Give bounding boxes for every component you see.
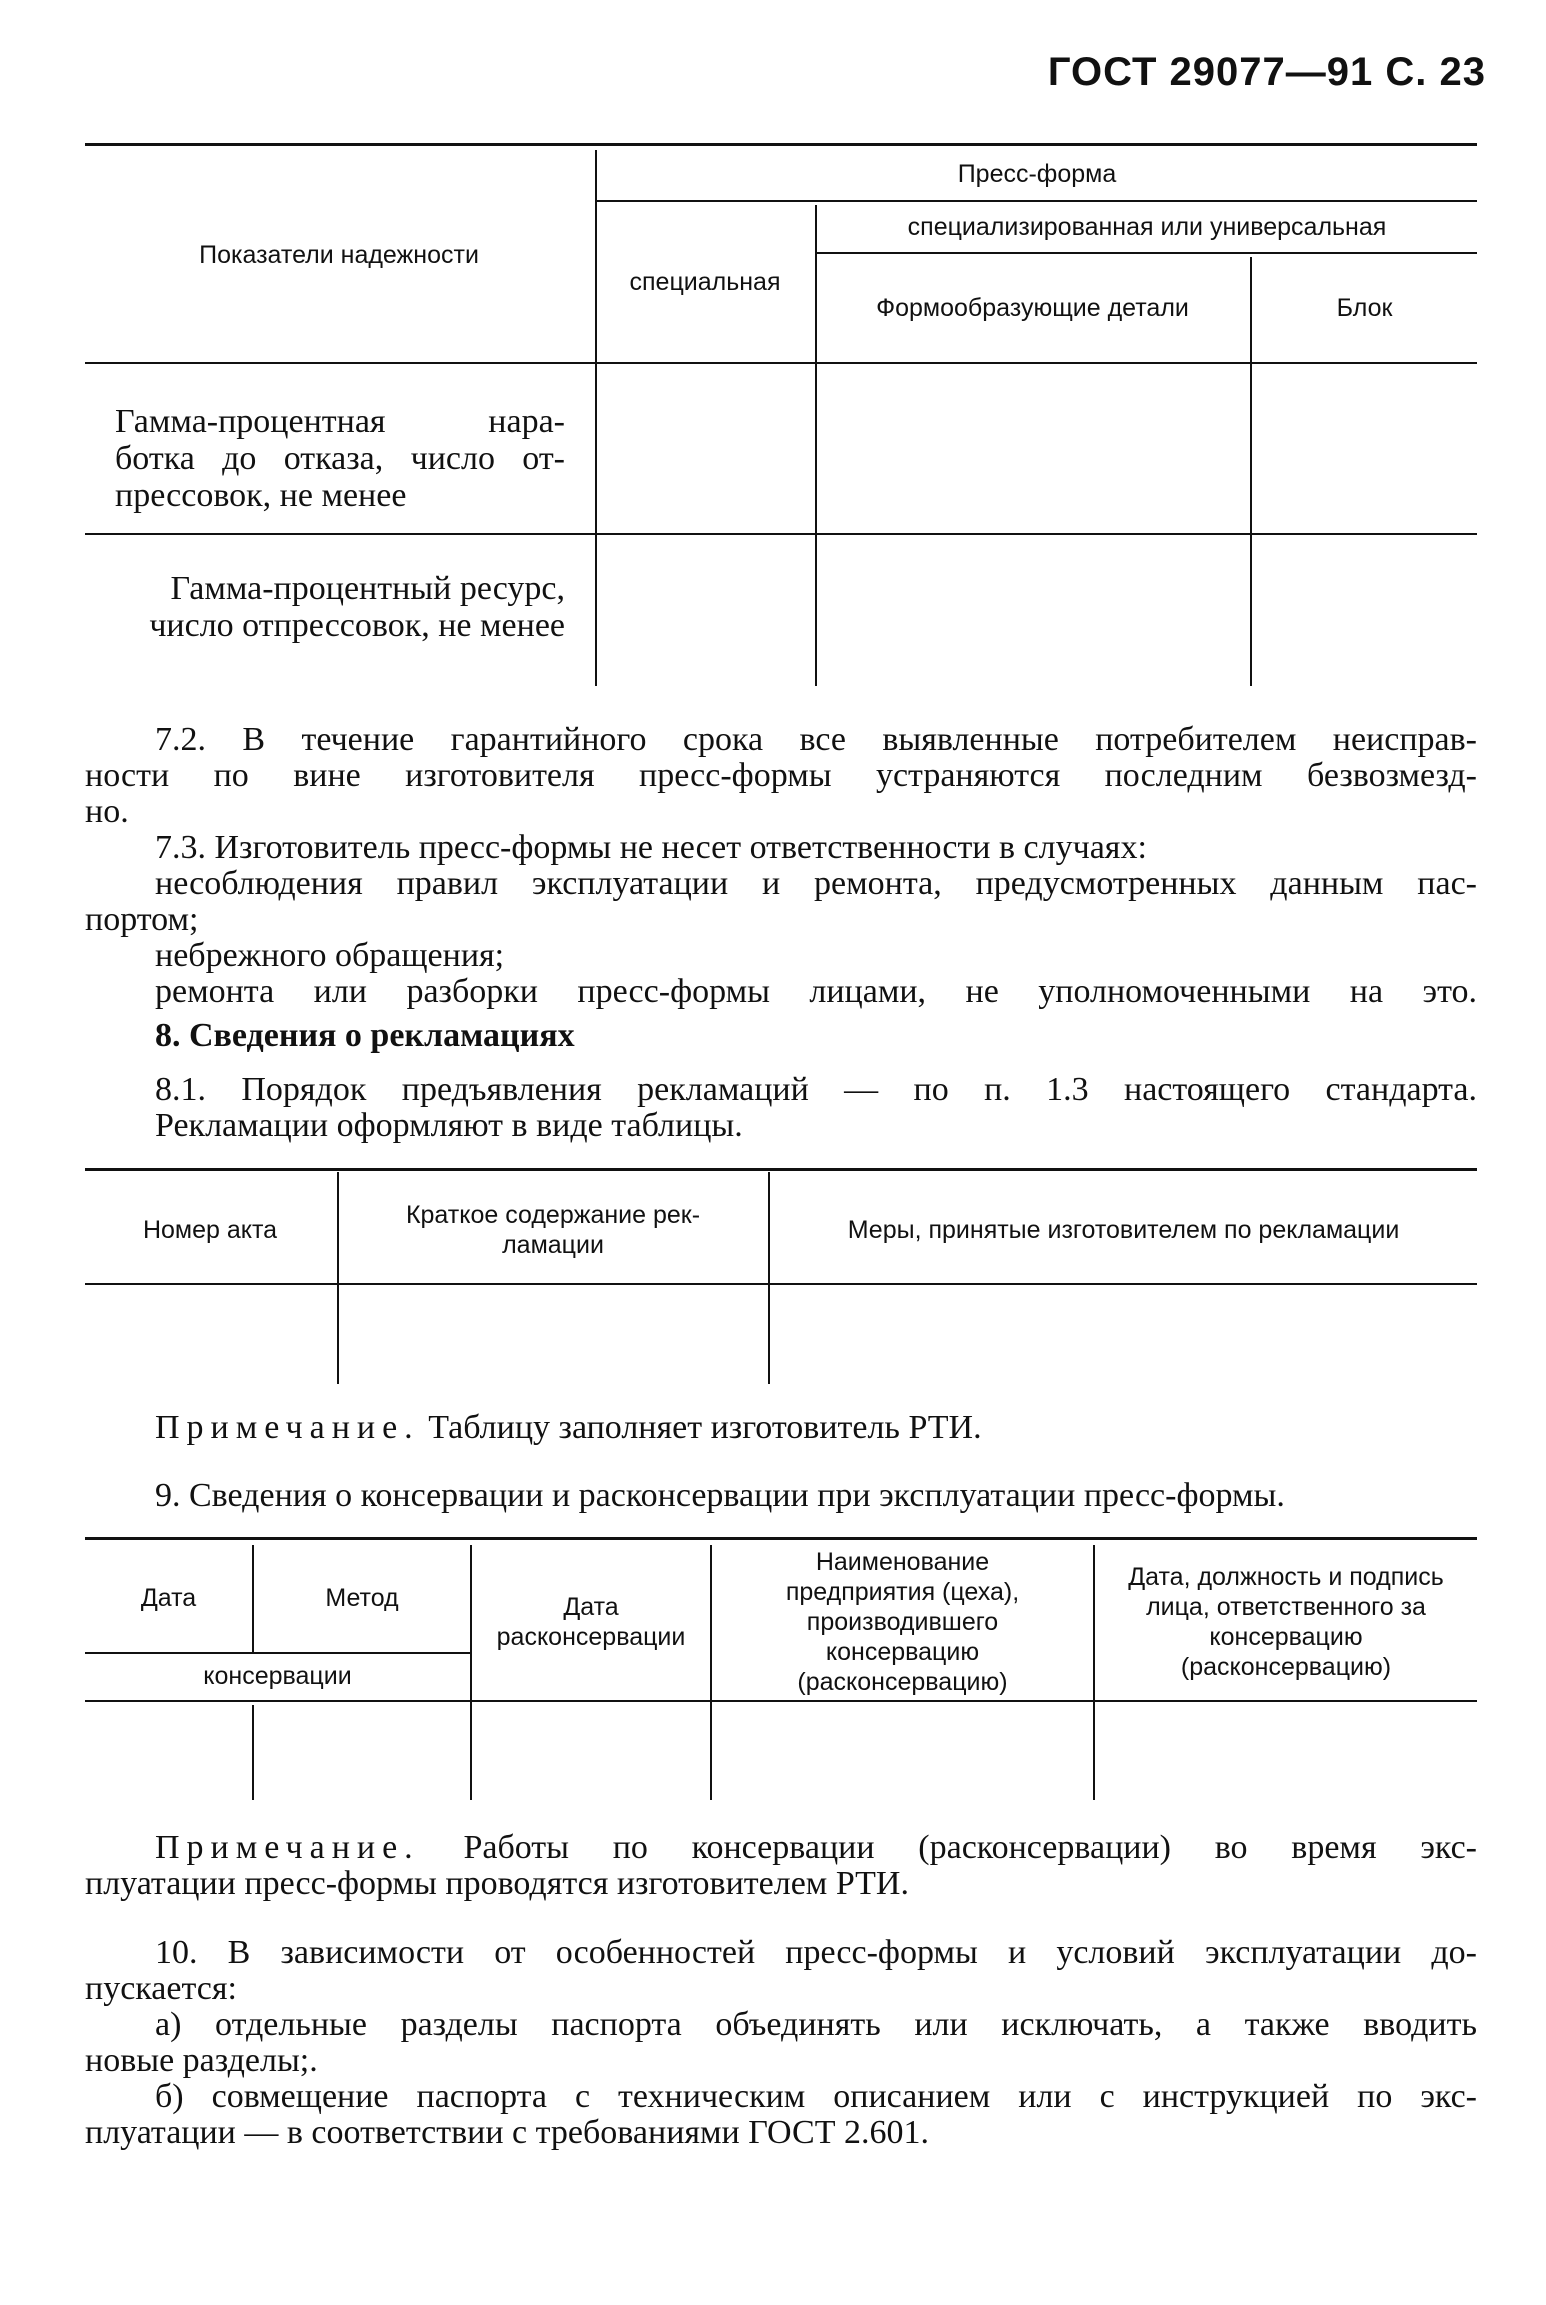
col-responsible: Дата, должность и подпись лица, ответственного за консервацию (расконсервацию) — [1128, 1562, 1444, 1681]
col-special: специальная — [629, 268, 781, 296]
table-rule — [85, 1168, 1477, 1171]
paragraph-8-1: 8.1. Порядок предъявления рекламаций — по п. 1.3 настоящего стандарта. Рекламации оформляют в виде таблицы. — [155, 1071, 1477, 1144]
table-rule — [85, 143, 1477, 146]
col-act-number: Номер акта — [142, 1216, 278, 1244]
section-9-title: 9. Сведения о консервации и расконсервации при эксплуатации пресс-формы. — [155, 1477, 1285, 1514]
table-rule — [595, 200, 1477, 202]
col-unconservation-date: Дата расконсервации — [496, 1592, 686, 1651]
col-conservation: консервации — [203, 1662, 352, 1690]
table-rule — [85, 533, 1477, 535]
note-2: Примечание. Работы по консервации (расконсервации) во время экс- плуатации пресс-формы проводятся изготовителем РТИ. — [85, 1829, 1478, 1902]
col-pressform: Пресс-форма — [957, 160, 1117, 188]
col-measures: Меры, принятые изготовителем по рекламации — [847, 1216, 1400, 1244]
table-rule — [85, 1537, 1477, 1540]
col-forming-parts: Формообразующие детали — [876, 294, 1189, 322]
paragraph-10: 10. В зависимости от особенностей пресс-формы и условий эксплуатации до- пускается: а) отдельные разделы паспорта объединять или исключать, а также вводить новые разделы;. б) совмещение паспорта с техническим описанием или с инструкцией по экс- плуатации — в соответствии с требованиями ГОСТ 2.601. — [85, 1934, 1477, 2151]
note-1: Примечание. Таблицу заполняет изготовитель РТИ. — [155, 1409, 982, 1446]
col-enterprise: Наименование предприятия (цеха), производившего консервацию (расконсервацию) — [785, 1547, 1020, 1696]
col-claim-summary: Краткое содержание рек- ламации — [405, 1201, 701, 1259]
section-8-title: 8. Сведения о рекламациях — [155, 1017, 575, 1054]
page-header: ГОСТ 29077—91 С. 23 — [1047, 50, 1486, 94]
col-indicators: Показатели надежности — [199, 241, 479, 269]
col-date: Дата — [140, 1583, 197, 1612]
row-gamma-resource-label: Гамма-процентный ресурс, число отпрессовок, не менее — [149, 570, 565, 644]
table-rule — [85, 362, 1477, 364]
row-gamma-operating-time: Гамма-процентная нара- ботка до отказа, число от- прессовок, не менее — [115, 403, 565, 514]
paragraph-7-3: 7.3. Изготовитель пресс-формы не несет ответственности в случаях: несоблюдения правил эксплуатации и ремонта, предусмотренных данным пас- портом; небрежного обращения; ремонта или разборки пресс-формы лицами, не уполномоченными на это. — [85, 829, 1477, 1010]
col-block: Блок — [1336, 294, 1393, 322]
col-method: Метод — [325, 1583, 399, 1612]
col-specialized: специализированная или универсальная — [907, 213, 1387, 241]
table-rule — [85, 1700, 1477, 1702]
table-rule — [85, 1283, 1477, 1285]
table-rule — [815, 252, 1477, 254]
table-divider — [252, 1705, 254, 1800]
paragraph-7-2: 7.2. В течение гарантийного срока все выявленные потребителем неисправ- ности по вине изготовителя пресс-формы устраняются последним безвозмезд- но. — [85, 721, 1477, 830]
